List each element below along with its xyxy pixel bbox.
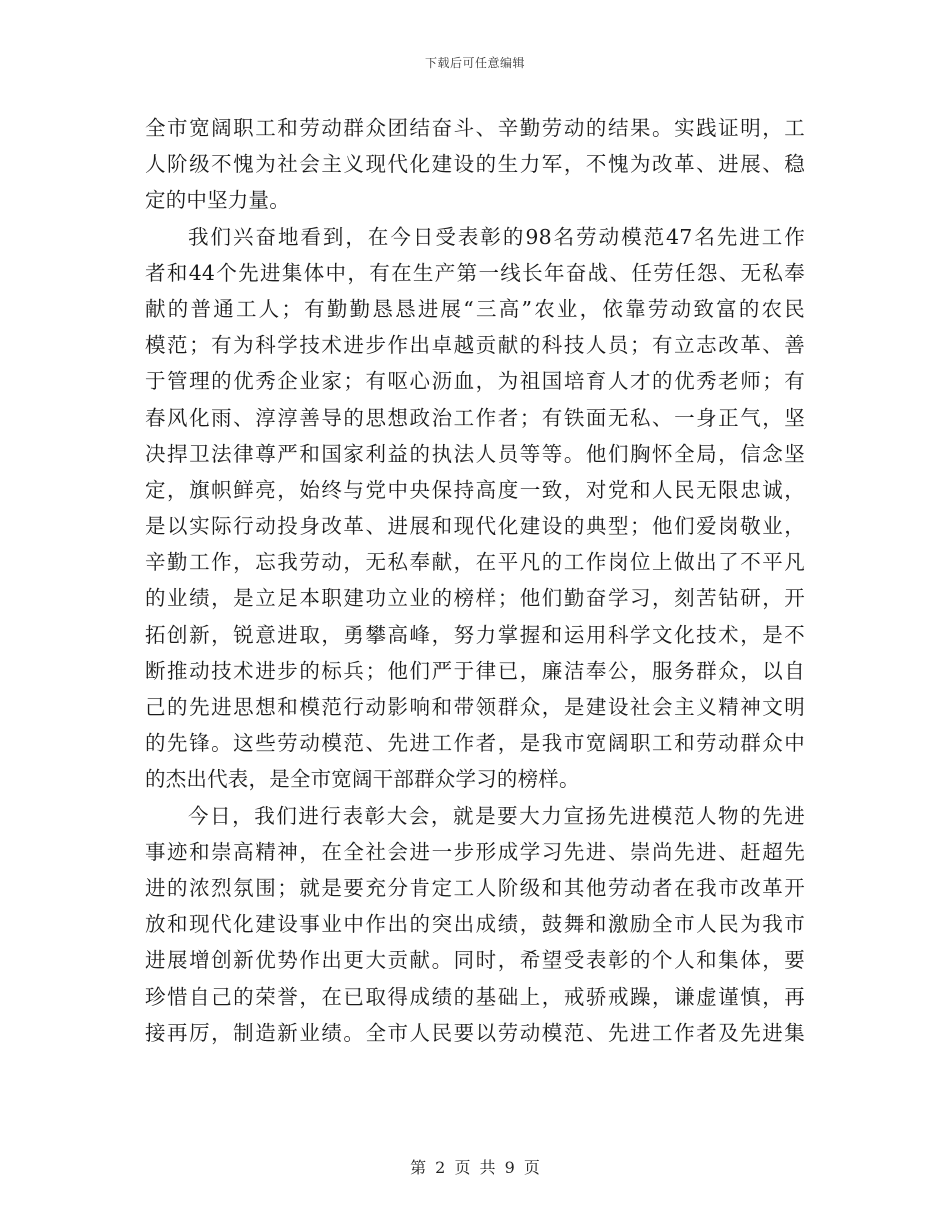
paragraph (145, 798, 805, 1051)
text-line: 的先锋。这些劳动模范、先进工作者，是我市宽阔职工和劳动群众中 (145, 731, 805, 756)
text-line: 全市宽阔职工和劳动群众团结奋斗、辛勤劳动的结果。实践证明，工 (145, 116, 805, 140)
text-line: 者和44个先进集体中，有在生产第一线长年奋战、任劳任怨、无私奉 (145, 260, 805, 285)
text-line: 决捍卫法律尊严和国家利益的执法人员等等。他们胸怀全局，信念坚 (145, 441, 805, 466)
page-number-footer: 第 2 页 共 9 页 (410, 1158, 540, 1177)
text-line: 辛勤工作，忘我劳动，无私奉献，在平凡的工作岗位上做出了不平凡 (145, 550, 805, 575)
text-line: 定，旗帜鲜亮，始终与党中央保持高度一致，对党和人民无限忠诚， (145, 477, 805, 502)
text-line: 是以实际行动投身改革、进展和现代化建设的典型；他们爱岗敬业， (145, 514, 805, 539)
text-line: 珍惜自己的荣誉，在已取得成绩的基础上，戒骄戒躁，谦虚谨慎，再 (145, 984, 805, 1009)
text-line: 放和现代化建设事业中作出的突出成绩，鼓舞和激励全市人民为我市 (145, 912, 805, 937)
text-line: 进的浓烈氛围；就是要充分肯定工人阶级和其他劳动者在我市改革开 (145, 875, 805, 900)
paragraph (145, 110, 805, 219)
page-header-note: 下载后可任意编辑 (424, 56, 525, 70)
text-line: 于管理的优秀企业家；有呕心沥血，为祖国培育人才的优秀老师；有 (145, 369, 805, 394)
text-line: 己的先进思想和模范行动影响和带领群众，是建设社会主义精神文明 (145, 695, 805, 719)
text-line: 进展增创新优势作出更大贡献。同时，希望受表彰的个人和集体，要 (145, 948, 805, 973)
text-line: 的杰出代表，是全市宽阔干部群众学习的榜样。 (145, 767, 580, 792)
text-line: 拓创新，锐意进取，勇攀高峰，努力掌握和运用科学文化技术，是不 (145, 622, 805, 647)
paragraph (145, 219, 805, 798)
text-line: 断推动技术进步的标兵；他们严于律已，廉洁奉公，服务群众，以自 (145, 658, 805, 683)
text-line: 今日，我们进行表彰大会，就是要大力宣扬先进模范人物的先进 (188, 803, 805, 828)
text-line: 人阶级不愧为社会主义现代化建设的生力军，不愧为改革、进展、稳 (145, 152, 805, 177)
document-body (145, 110, 805, 1051)
text-line: 模范；有为科学技术进步作出卓越贡献的科技人员；有立志改革、善 (145, 333, 805, 358)
text-line: 接再厉，制造新业绩。全市人民要以劳动模范、先进工作者及先进集 (145, 1020, 805, 1045)
text-line: 的业绩，是立足本职建功立业的榜样；他们勤奋学习，刻苦钻研，开 (145, 586, 805, 611)
text-line: 献的普通工人；有勤勤恳恳进展“三高”农业，依靠劳动致富的农民 (145, 296, 805, 321)
text-line: 春风化雨、淳淳善导的思想政治工作者；有铁面无私、一身正气，坚 (145, 405, 805, 430)
text-line: 事迹和崇高精神，在全社会进一步形成学习先进、崇尚先进、赶超先 (145, 839, 805, 864)
text-line: 我们兴奋地看到，在今日受表彰的98名劳动模范47名先进工作 (188, 224, 805, 249)
text-line: 定的中坚力量。 (145, 188, 290, 213)
